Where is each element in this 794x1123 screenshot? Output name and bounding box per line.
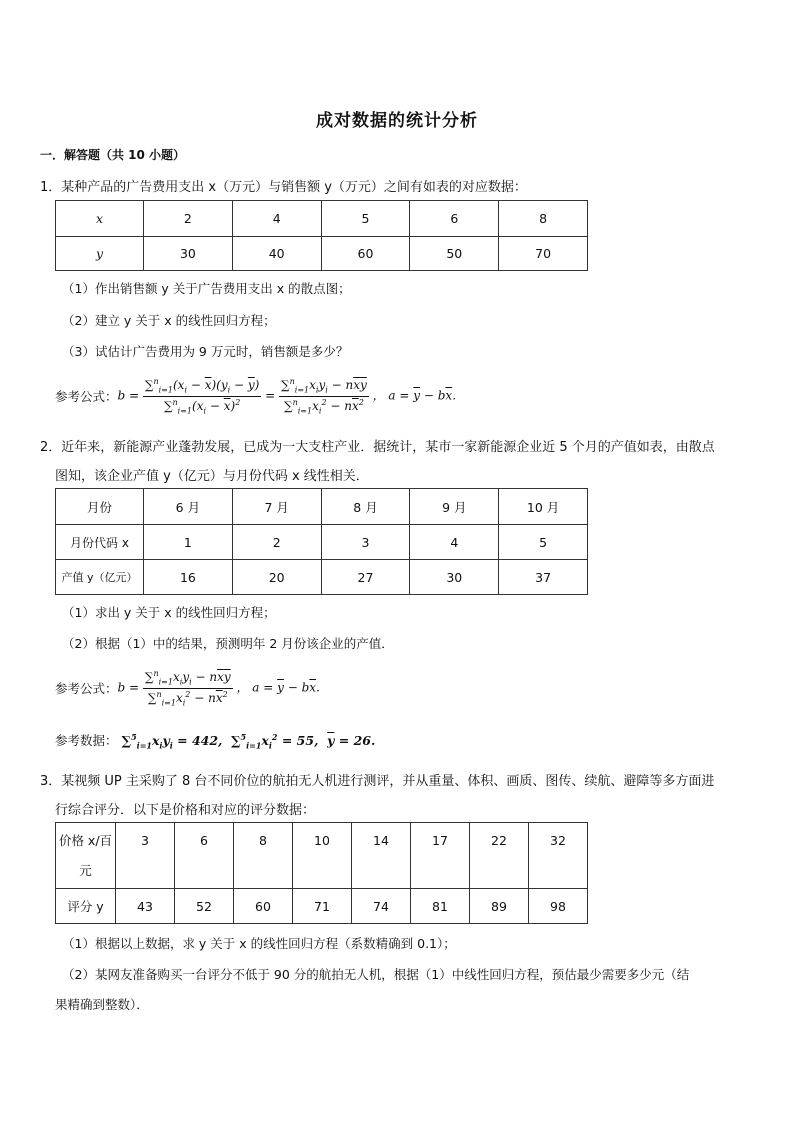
q3-part-2: （2）某网友准备购买一台评分不低于 90 分的航拍无人机，根据（1）中线性回归方程，预估最少需要多少元（结 [62, 967, 690, 982]
q1-cell: 4 [232, 201, 321, 237]
q3-row-label-price-line-1: 价格 x/百 [58, 832, 113, 848]
q2-reference-data [55, 731, 375, 751]
q1-cell: 30 [144, 237, 233, 271]
q1-formula [55, 368, 456, 424]
q2-cell: 20 [232, 560, 321, 595]
q2-cell: 2 [232, 525, 321, 560]
q2-table [55, 488, 588, 595]
q2-cell: 7 月 [232, 489, 321, 525]
q3-cell: 98 [529, 889, 588, 924]
q3-row-label-price [56, 823, 116, 889]
q2-regression-formula: b = $\frac{\sum^n_{i=1}x_iy_i - n\overline{x}\overline{y}}{\sum^n_{i=1}x_i^2 - n\overline{x}^2}$ ， $a = \overline{y} - b\overline{x}$. [117, 669, 320, 707]
q3-cell: 14 [352, 823, 411, 889]
q1-cell: 50 [410, 237, 499, 271]
q3-cell: 32 [529, 823, 588, 889]
q2-cell: 30 [410, 560, 499, 595]
q2-cell: 8 月 [321, 489, 410, 525]
q1-header-x: x [56, 201, 144, 237]
q2-cell: 10 月 [499, 489, 588, 525]
q1-row-y [56, 237, 588, 271]
q3-cell: 3 [116, 823, 175, 889]
q2-cell: 4 [410, 525, 499, 560]
q1-row-x [56, 201, 588, 237]
q3-part-2-cont: 果精确到整数）． [55, 997, 149, 1012]
q3-cell: 17 [411, 823, 470, 889]
q1-cell: 70 [499, 237, 588, 271]
q1-cell: 40 [232, 237, 321, 271]
q1-header-y: y [56, 237, 144, 271]
q1-part-2: （2）建立 y 关于 x 的线性回归方程； [62, 313, 276, 328]
q1-regression-formula: b = $\frac{\sum^n_{i=1}(x_i - \overline{x})(y_i - \overline{y})}{\sum^n_{i=1}(x_i - \overline{x})^2}$ = $\frac{\sum^n_{i=1}x_iy_i - n\overline{x}\overline{y}}{\sum^n_{i=1}x_i^2 - n\overline{x}^2}$ ， $a = \overline{y} - b\overline{x}$. [117, 377, 457, 415]
q3-stem-line-1: 3．某视频 UP 主采购了 8 台不同价位的航拍无人机进行测评，并从重量、体积、画质、图传、续航、避障等多方面进 [40, 774, 715, 789]
q2-cell: 3 [321, 525, 410, 560]
q2-cell: 16 [144, 560, 233, 595]
q3-cell: 6 [175, 823, 234, 889]
q2-ref-label: 参考公式： [55, 681, 118, 696]
q2-row-value [56, 560, 588, 595]
q2-row-month [56, 489, 588, 525]
q1-cell: 2 [144, 201, 233, 237]
q1-cell: 5 [321, 201, 410, 237]
q3-row-label-score: 评分 y [56, 889, 116, 924]
q3-cell: 74 [352, 889, 411, 924]
q2-part-2: （2）根据（1）中的结果，预测明年 2 月份该企业的产值． [62, 636, 394, 651]
q3-cell: 89 [470, 889, 529, 924]
q2-data-label: 参考数据： [55, 733, 118, 748]
q2-cell: 27 [321, 560, 410, 595]
q3-cell: 22 [470, 823, 529, 889]
section-heading: 一．解答题（共 10 小题） [40, 148, 186, 162]
q3-cell: 81 [411, 889, 470, 924]
q2-cell: 9 月 [410, 489, 499, 525]
q2-stem-line-2: 图知，该企业产值 y（亿元）与月份代码 x 线性相关． [55, 469, 369, 484]
q1-part-1: （1）作出销售额 y 关于广告费用支出 x 的散点图； [62, 281, 351, 296]
q1-cell: 8 [499, 201, 588, 237]
page-title: 成对数据的统计分析 [316, 111, 478, 131]
q3-table [55, 822, 588, 924]
q3-stem-line-2: 行综合评分．以下是价格和对应的评分数据： [55, 803, 316, 818]
q2-row-label: 月份 [56, 489, 144, 525]
q3-cell: 71 [293, 889, 352, 924]
q2-stem-line-1: 2．近年来，新能源产业蓬勃发展，已成为一大支柱产业．据统计，某市一家新能源企业近 5 个月的产值如表，由散点 [40, 440, 715, 455]
q2-cell: 1 [144, 525, 233, 560]
q1-part-3: （3）试估计广告费用为 9 万元时，销售额是多少？ [62, 344, 349, 359]
q3-cell: 60 [234, 889, 293, 924]
q2-part-1: （1）求出 y 关于 x 的线性回归方程； [62, 605, 276, 620]
q1-cell: 60 [321, 237, 410, 271]
q3-row-label-price-line-2: 元 [79, 862, 92, 878]
q1-ref-label: 参考公式： [55, 389, 118, 404]
q3-cell: 10 [293, 823, 352, 889]
q2-formula [55, 660, 320, 716]
q1-stem: 1．某种产品的广告费用支出 x（万元）与销售额 y（万元）之间有如表的对应数据： [40, 180, 527, 195]
q1-table [55, 200, 588, 271]
q3-cell: 8 [234, 823, 293, 889]
q2-cell: 5 [499, 525, 588, 560]
q2-data-formula: $\sum^5_{i=1}x_iy_i = 442$, $\sum^5_{i=1}x_i^2 = 55$, $\overline{y} = 26$. [121, 731, 376, 751]
q3-cell: 43 [116, 889, 175, 924]
q2-cell: 6 月 [144, 489, 233, 525]
q1-cell: 6 [410, 201, 499, 237]
q2-cell: 37 [499, 560, 588, 595]
q3-row-price [56, 823, 588, 889]
q3-part-1: （1）根据以上数据，求 y 关于 x 的线性回归方程（系数精确到 0.1）； [62, 936, 456, 951]
q2-row-label: 月份代码 x [56, 525, 144, 560]
q3-row-score [56, 889, 588, 924]
q2-row-label: 产值 y（亿元） [56, 560, 144, 595]
q3-cell: 52 [175, 889, 234, 924]
q2-row-code [56, 525, 588, 560]
